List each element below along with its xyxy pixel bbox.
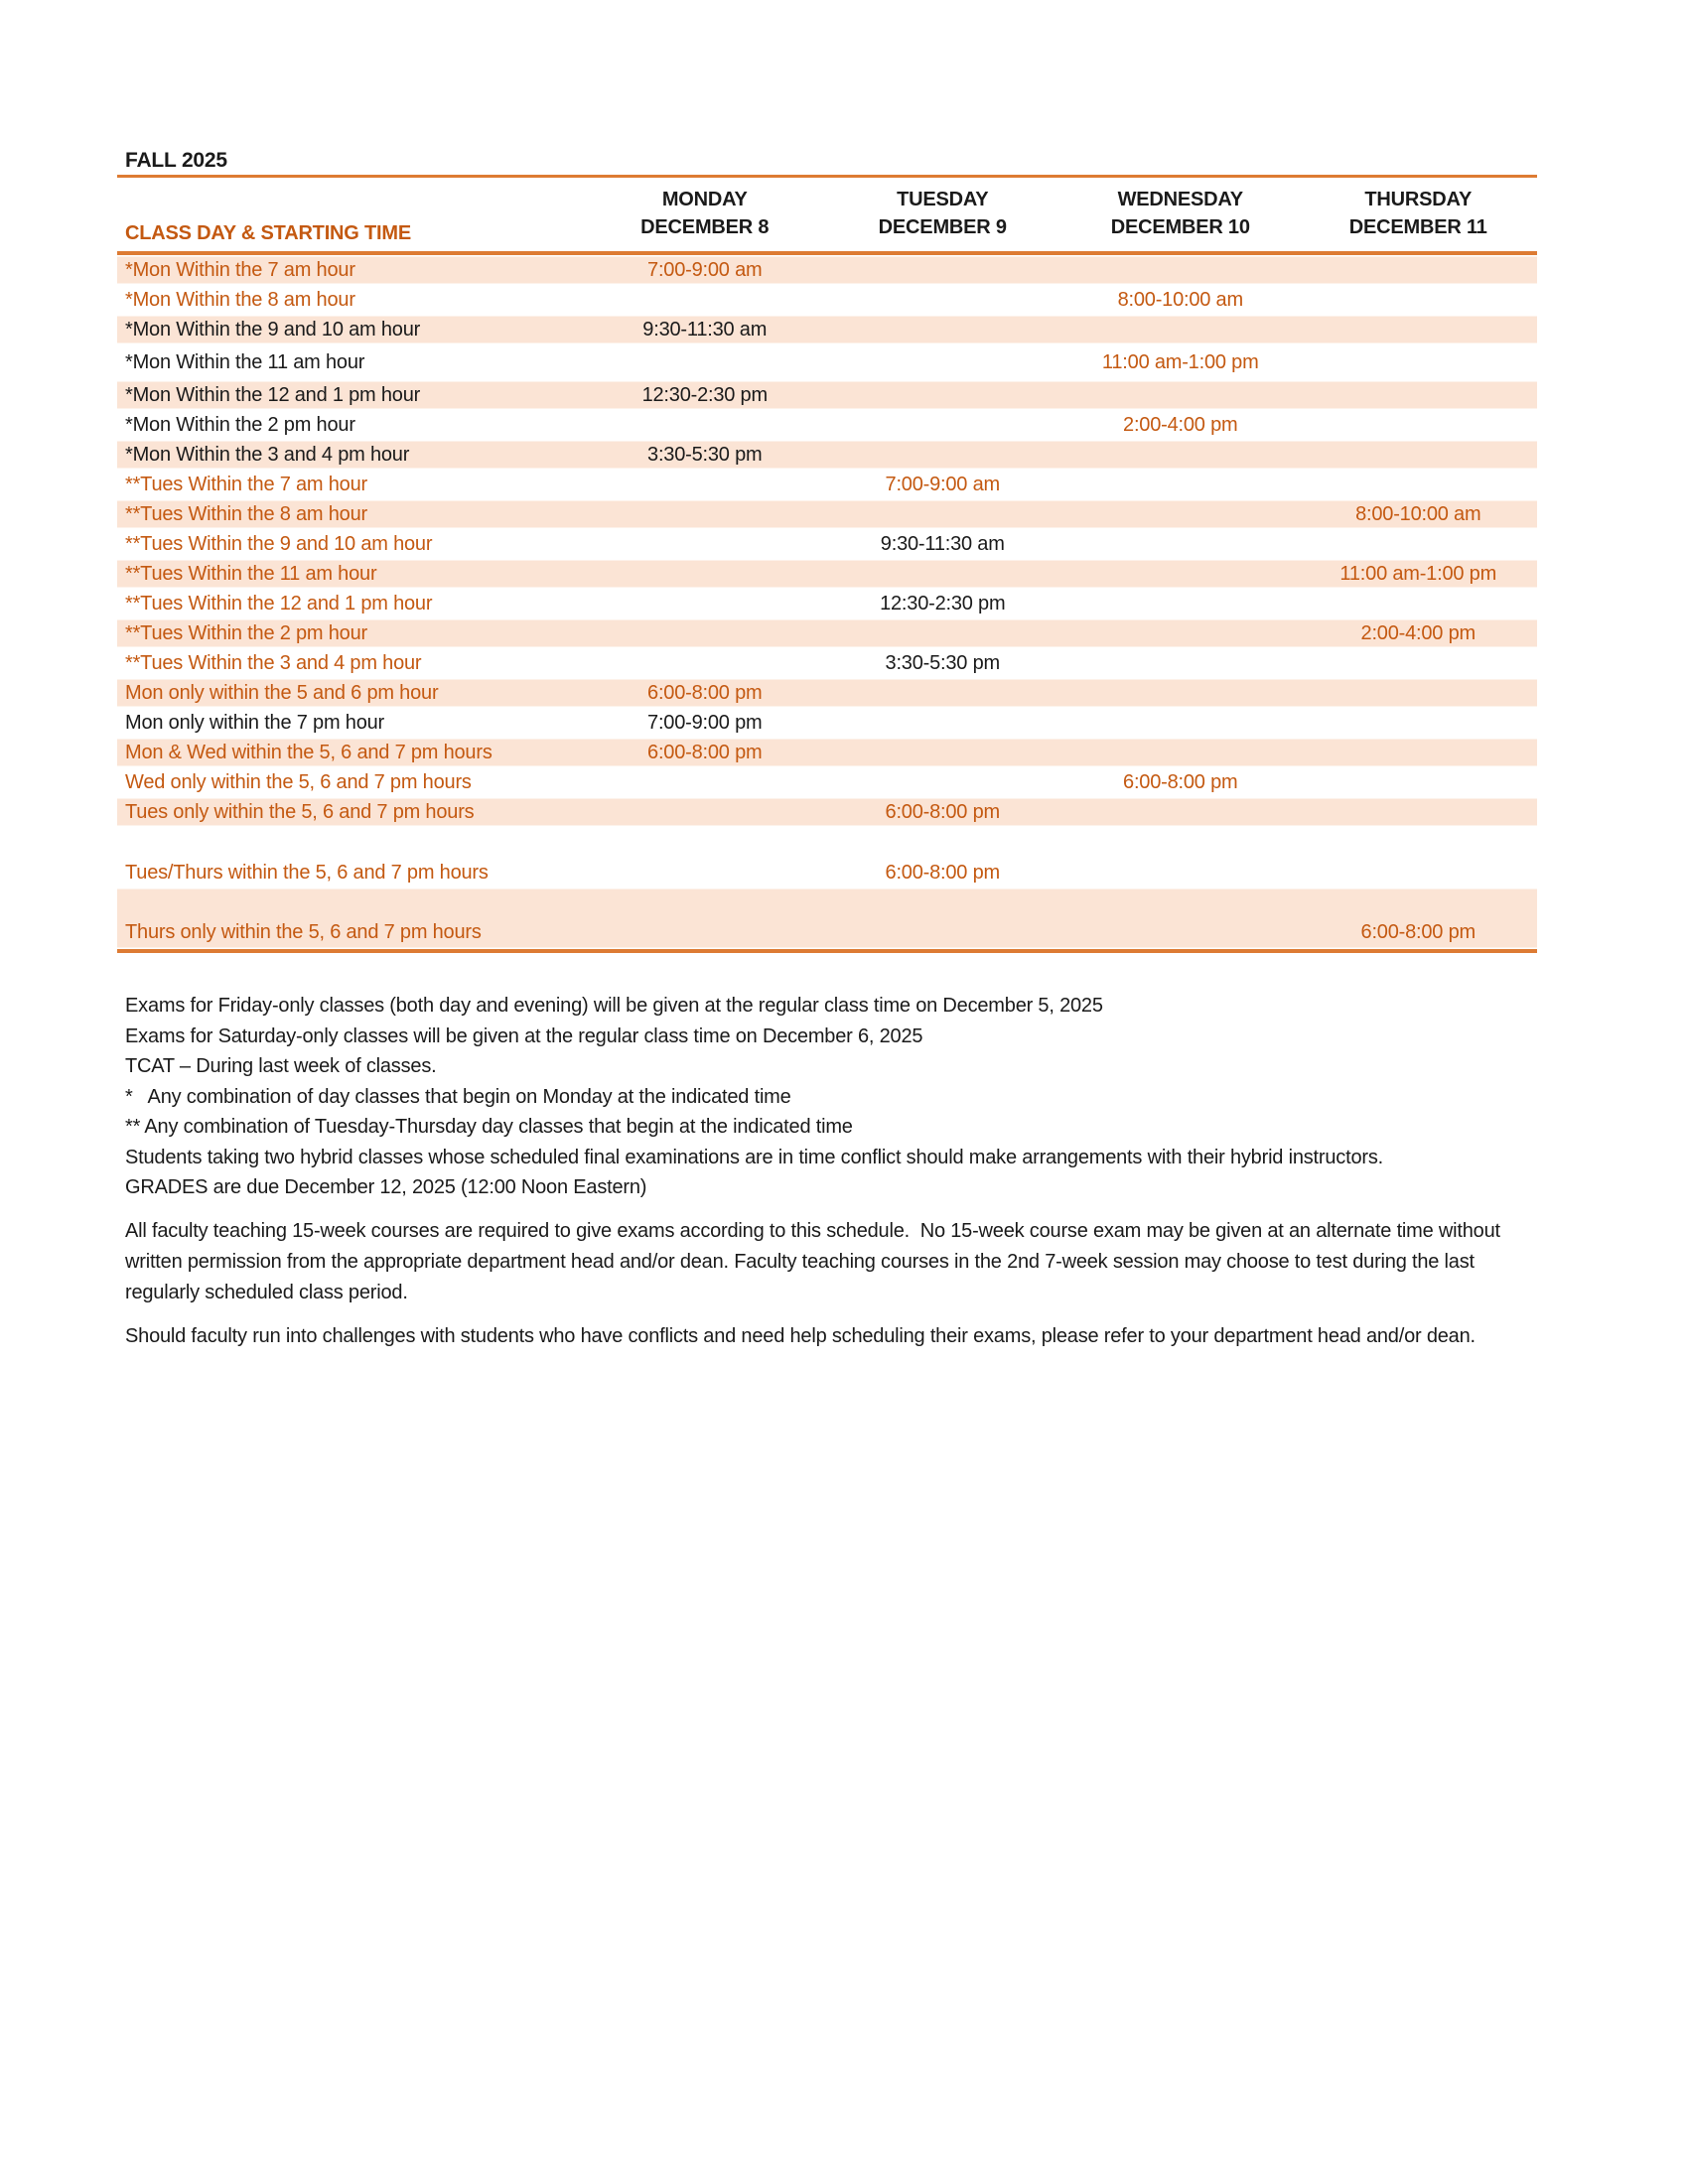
page-title: FALL 2025 [125,149,227,172]
footnote-line: * Any combination of day classes that begin on Monday at the indicated time [125,1085,791,1108]
table-row [117,618,1537,648]
time-cell: 12:30-2:30 pm [641,383,768,406]
column-header-thursday [1300,186,1538,251]
top-margin [117,0,1537,149]
footnote-line: Students taking two hybrid classes whose scheduled final examinations are in time conflict should make arrangements with their hybrid instructors. [125,1146,1383,1168]
column-header-tuesday [824,186,1062,251]
row-label: *Mon Within the 8 am hour [125,288,355,311]
table-row [117,797,1537,827]
table-row [117,858,1537,887]
row-label: Mon only within the 7 pm hour [125,711,385,734]
table-row [117,529,1537,559]
time-cell: 2:00-4:00 pm [1360,621,1476,644]
day-date: DECEMBER 11 [1348,216,1487,238]
time-cell: 6:00-8:00 pm [1360,921,1476,943]
row-label: **Tues Within the 7 am hour [125,473,367,495]
day-name: MONDAY [661,189,748,210]
table-row [117,344,1537,380]
table-row [117,738,1537,767]
table-row [117,708,1537,738]
footnote-line: TCAT – During last week of classes. [125,1055,437,1077]
row-label: **Tues Within the 9 and 10 am hour [125,532,433,555]
row-label: *Mon Within the 7 am hour [125,258,355,281]
table-row [117,315,1537,344]
time-cell: 12:30-2:30 pm [880,592,1006,614]
table-row [117,440,1537,470]
time-cell: 9:30-11:30 am [880,532,1005,555]
footnotes [117,991,1537,1203]
time-cell: 11:00 am-1:00 pm [1339,562,1497,585]
table-row [117,887,1537,949]
row-label: Tues/Thurs within the 5, 6 and 7 pm hours [125,861,489,884]
time-cell: 9:30-11:30 am [642,318,768,341]
day-date: DECEMBER 10 [1110,216,1250,238]
table-row [117,678,1537,708]
time-cell: 2:00-4:00 pm [1123,413,1238,436]
row-label: Tues only within the 5, 6 and 7 pm hours [125,800,475,823]
policy-paragraphs [117,1216,1537,1352]
policy-paragraph: All faculty teaching 15-week courses are required to give exams according to this schedule. No 15-week course exam may be given at an alternate time without written permission from the appropriate department head and/or dean. Faculty teaching courses in the 2nd 7-week session may choose to test during the last regularly scheduled class period. [125,1219,1506,1303]
exam-table-header [117,178,1537,251]
row-label: **Tues Within the 12 and 1 pm hour [125,592,433,614]
time-cell [1061,944,1300,949]
time-cell [586,944,824,949]
day-name: WEDNESDAY [1117,189,1243,210]
row-label: Mon only within the 5 and 6 pm hour [125,681,439,704]
table-row [117,559,1537,589]
table-row [117,255,1537,285]
column-header-monday [586,186,824,251]
row-label: *Mon Within the 9 and 10 am hour [125,318,421,341]
footnote-line: Exams for Saturday-only classes will be given at the regular class time on December 6, 2025 [125,1024,923,1047]
row-label: Mon & Wed within the 5, 6 and 7 pm hours [125,741,492,763]
time-cell: 8:00-10:00 am [1355,502,1481,525]
exam-table-body [117,255,1537,949]
time-cell: 6:00-8:00 pm [647,681,763,704]
day-name: TUESDAY [897,189,989,210]
document-content [117,0,1537,1352]
row-label: *Mon Within the 11 am hour [125,350,365,373]
time-cell: 8:00-10:00 am [1117,288,1243,311]
table-row [117,648,1537,678]
table-spacer-row [117,827,1537,858]
row-label: **Tues Within the 8 am hour [125,502,367,525]
time-cell: 11:00 am-1:00 pm [1101,350,1259,373]
row-label: *Mon Within the 3 and 4 pm hour [125,443,410,466]
footnote-line: GRADES are due December 12, 2025 (12:00 Noon Eastern) [125,1176,647,1198]
row-label: Thurs only within the 5, 6 and 7 pm hours [125,921,482,943]
time-cell: 6:00-8:00 pm [1123,770,1238,793]
time-cell: 3:30-5:30 pm [885,651,1000,674]
row-label: *Mon Within the 12 and 1 pm hour [125,383,421,406]
row-label: **Tues Within the 11 am hour [125,562,377,585]
time-cell: 7:00-9:00 am [885,473,1000,495]
table-row [117,470,1537,499]
row-label: **Tues Within the 2 pm hour [125,621,367,644]
row-label: *Mon Within the 2 pm hour [125,413,355,436]
day-name: THURSDAY [1364,189,1473,210]
time-cell: 7:00-9:00 pm [647,711,763,734]
label-column-header: CLASS DAY & STARTING TIME [125,222,411,244]
time-cell: 6:00-8:00 pm [885,800,1000,823]
table-row [117,380,1537,410]
time-cell: 6:00-8:00 pm [647,741,763,763]
table-row [117,589,1537,618]
time-cell: 7:00-9:00 am [647,258,763,281]
row-label: **Tues Within the 3 and 4 pm hour [125,651,422,674]
time-cell: 3:30-5:30 pm [647,443,763,466]
bottom-rule [117,949,1537,953]
time-cell: 6:00-8:00 pm [885,861,1000,884]
table-row [117,767,1537,797]
footnote-line: ** Any combination of Tuesday-Thursday day classes that begin at the indicated time [125,1116,853,1138]
footnote-line: Exams for Friday-only classes (both day and evening) will be given at the regular class time on December 5, 2025 [125,995,1103,1017]
day-date: DECEMBER 9 [878,216,1007,238]
day-date: DECEMBER 8 [640,216,770,238]
row-label: Wed only within the 5, 6 and 7 pm hours [125,770,472,793]
table-row [117,285,1537,315]
column-header-wednesday [1061,186,1300,251]
table-row [117,499,1537,529]
table-row [117,410,1537,440]
time-cell [824,944,1062,949]
policy-paragraph: Should faculty run into challenges with students who have conflicts and need help scheduling their exams, please refer to your department head and/or dean. [125,1324,1476,1347]
